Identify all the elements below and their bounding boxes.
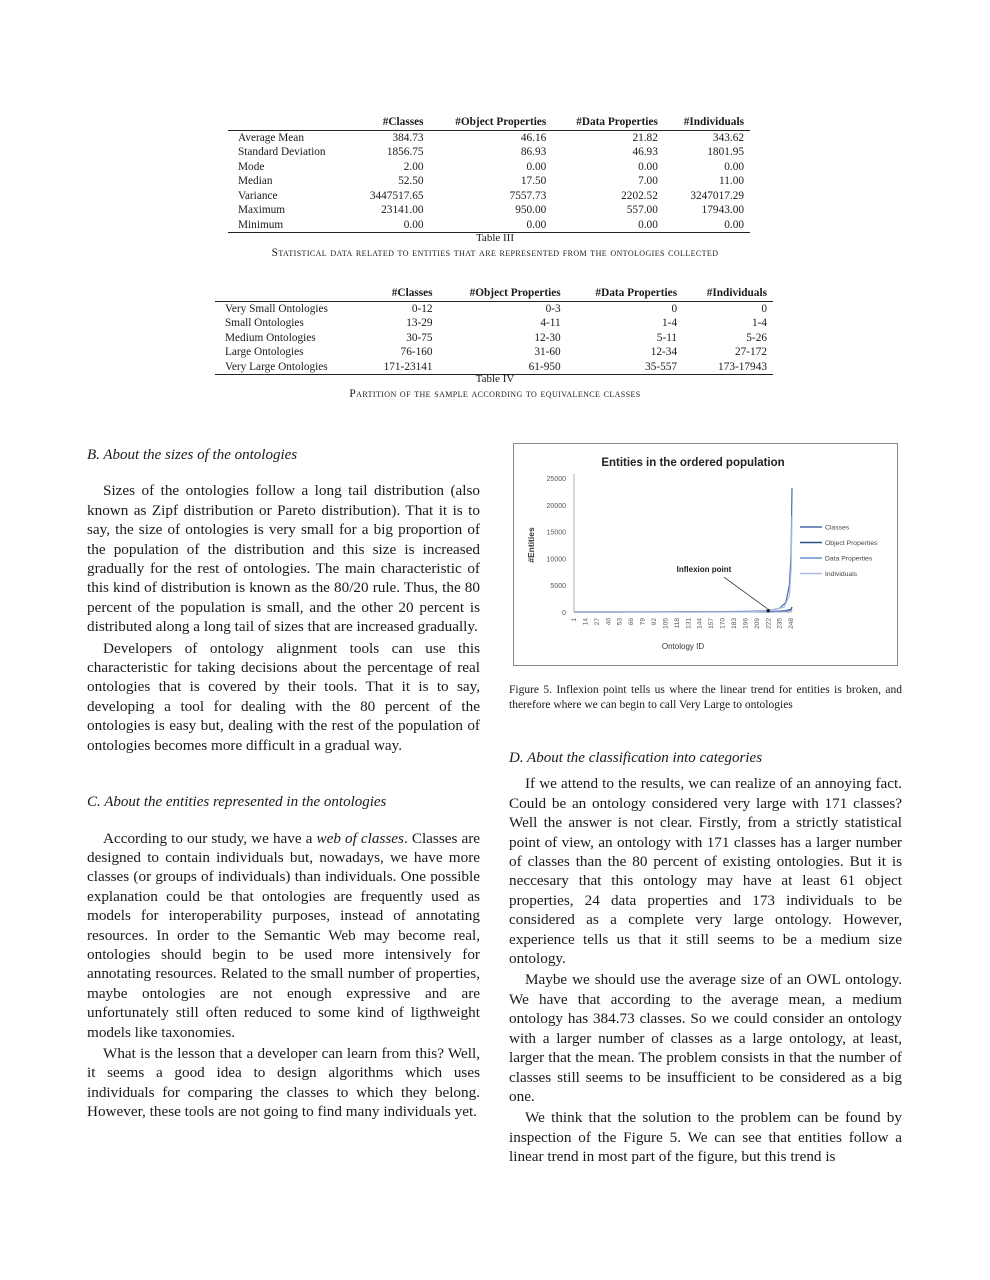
- legend-label: Classes: [825, 524, 850, 532]
- table-caption: Partition of the sample according to equivalence classes: [349, 388, 641, 400]
- table-cell: 5-26: [746, 331, 767, 344]
- row-label-cell: Large Ontologies: [225, 346, 304, 358]
- paragraph: If we attend to the results, we can realize of an annoying fact. Could be an ontology considered very large with 171 classes? Well the answer is not clear. Firstly, from a strictly statistical point of view, an ontology with 171 classes has a larger number of classes than the 80 percent of existing ontologies. But it is neccesary that this ontology may have at least 61 object properties, 24 data properties and 173 individuals to be considered as a complete very large ontology. However, experience tells us that it still seems to be a medium size ontology.: [509, 775, 902, 968]
- table-header: #Data Properties: [552, 115, 664, 130]
- table-cell: 11.00: [719, 175, 744, 187]
- table-header: #Data Properties: [567, 286, 683, 301]
- x-tick-label: 14: [582, 618, 590, 626]
- x-tick-label: 235: [776, 618, 784, 629]
- table-iv-body: [215, 301, 773, 375]
- text-run: According to our study, we have a: [103, 829, 317, 847]
- series-line: [574, 516, 792, 612]
- x-tick-label: 183: [730, 618, 738, 629]
- table-cell: 12-30: [534, 331, 561, 344]
- table-cell: 3447517.65: [369, 189, 424, 202]
- table-row: [228, 145, 750, 160]
- y-tick-label: 20000: [546, 502, 566, 510]
- table-row: [215, 345, 773, 360]
- row-label-cell: Medium Ontologies: [225, 331, 316, 344]
- table-iii-block: [228, 115, 750, 233]
- table-caption: Statistical data related to entities that are represented from the ontologies collected: [271, 247, 719, 259]
- table-cell: 17.50: [520, 175, 547, 187]
- x-tick-label: 209: [753, 618, 761, 629]
- table-cell: 17943.00: [701, 204, 744, 216]
- table-cell: 21.82: [632, 131, 658, 144]
- x-tick-label: 144: [696, 618, 704, 629]
- table-cell: 46.16: [520, 131, 547, 144]
- annotation-arrow: [724, 577, 767, 609]
- paragraph: Sizes of the ontologies follow a long tail distribution (also known as Zipf distribution or Pareto distribution). That it is to say, the size of ontologies is very small for a big proportion of the population of the distribution and this size is increased gradually for the rest of ontologies. The main characteristic of this kind of distribution is known as the 80/20 rule. Thus, the 80 percent of the population is small, and the other 20 percent is distributed along a long tail of sizes that are increased gradually.: [87, 482, 480, 636]
- table-header: #Classes: [351, 115, 429, 130]
- text-run: . Classes are designed to contain individuals but, nowadays, we have more classes (or groups of individuals) than individuals. One possible explanation could be that ontologies are frequently used as models for interoperability purposes, instead of annotating resources. In order to the Semantic Web may become real, ontologies should begin to be used more intensively for annotating resources. Related to the small number of properties, maybe ontologies are not enough expressive and are unfortunately still often reduced to some kind of ligthweight models like taxonomies.: [87, 829, 480, 1041]
- row-label-cell: Standard Deviation: [238, 146, 326, 158]
- table-cell: 173-17943: [683, 360, 773, 375]
- table-cell: 0.00: [724, 160, 744, 173]
- table-cell: 31-60: [534, 346, 561, 358]
- paragraph: What is the lesson that a developer can learn from this? Well, it seems a good idea to design algorithms which uses individuals for comparing the classes to which they belong. However, these tools are not going to find many individuals yet.: [87, 1044, 480, 1121]
- emphasis-text: web of classes: [316, 829, 404, 847]
- table-cell: 0.00: [526, 160, 547, 173]
- table-cell: 1856.75: [386, 146, 424, 158]
- table-cell: 35-557: [567, 360, 683, 375]
- series-line: [574, 488, 792, 612]
- legend-label: Object Properties: [825, 540, 878, 547]
- table-label: Table III: [475, 232, 514, 244]
- table-header: #Individuals: [664, 115, 750, 130]
- table-cell: 46.93: [632, 146, 658, 158]
- table-row: [228, 174, 750, 189]
- table-header: [228, 115, 351, 130]
- row-label-cell: Median: [238, 175, 273, 187]
- table-cell: 1-4: [662, 317, 678, 329]
- x-tick-label: 118: [673, 618, 681, 629]
- paragraph: Maybe we should use the average size of an OWL ontology. We have that according to the average mean, a medium ontology has 384.73 classes. So we could consider an ontology with a larger number of classes as a large ontology, at least, larger that the mean. The problem consists in that the number of classes still seems to be insufficient to be considered as a big one.: [509, 971, 902, 1105]
- table-header: [215, 286, 363, 301]
- table-cell: 86.93: [520, 146, 547, 158]
- x-tick-label: 170: [719, 618, 727, 629]
- table-iii-body: [228, 130, 750, 233]
- table-cell: 0: [671, 302, 678, 315]
- table-row: [215, 301, 773, 316]
- table-cell: 2202.52: [621, 189, 658, 202]
- x-tick-label: 105: [662, 618, 670, 629]
- table-cell: 384.73: [392, 131, 424, 144]
- inflexion-point-marker: [766, 609, 770, 613]
- line-chart: [514, 444, 897, 665]
- paragraph: We think that the solution to the problem can be found by inspection of the Figure 5. We can see that entities follow a linear trend in most part of the figure, but this trend is: [509, 1109, 902, 1166]
- x-tick-label: 196: [742, 618, 750, 629]
- table-header: #Classes: [363, 286, 439, 301]
- table-cell: 23141.00: [381, 204, 424, 216]
- x-tick-label: 222: [765, 618, 773, 629]
- table-header-row: [215, 286, 773, 301]
- table-iv-block: [215, 286, 773, 375]
- row-label-cell: Variance: [238, 189, 278, 202]
- table-cell: 950.00: [515, 204, 547, 216]
- x-tick-label: 40: [605, 618, 613, 626]
- x-tick-label: 1: [571, 618, 578, 622]
- y-tick-label: 25000: [546, 476, 566, 483]
- table-cell: 2.00: [403, 160, 424, 173]
- table-row: [228, 189, 750, 204]
- table-cell: 0-3: [545, 302, 561, 315]
- table-cell: 0-12: [411, 302, 433, 315]
- table-cell: 0.00: [430, 218, 553, 233]
- row-label-cell: Average Mean: [238, 131, 304, 144]
- table-cell: 171-23141: [363, 360, 439, 375]
- table-cell: 7557.73: [509, 189, 547, 202]
- figure-5-caption: Figure 5. Inflexion point tells us where the linear trend for entities is broken, and therefore where we can begin to call Very Large to ontologies: [509, 684, 902, 711]
- table-cell: 3247017.29: [690, 189, 744, 202]
- section-heading: D. About the classification into categories: [509, 750, 763, 766]
- table-cell: 30-75: [406, 331, 433, 344]
- table-cell: 52.50: [398, 175, 424, 187]
- x-tick-label: 66: [628, 618, 636, 626]
- table-iii-caption-block: [140, 231, 850, 260]
- table-row: [228, 130, 750, 145]
- table-cell: 1-4: [751, 317, 767, 329]
- x-tick-label: 248: [788, 618, 796, 629]
- table-cell: 1801.95: [707, 146, 744, 158]
- table-row: [228, 160, 750, 175]
- section-heading: C. About the entities represented in the ontologies: [87, 794, 387, 811]
- table-cell: 12-34: [650, 346, 678, 358]
- table-iv-caption-block: [140, 372, 850, 401]
- table-cell: 557.00: [626, 204, 658, 216]
- right-column: [509, 749, 902, 1167]
- chart-title: Entities in the ordered population: [601, 457, 785, 469]
- legend-label: Individuals: [825, 571, 858, 578]
- y-tick-label: 10000: [546, 556, 566, 564]
- table-row: [215, 331, 773, 346]
- table-cell: 5-11: [656, 331, 678, 344]
- table-iv: [215, 286, 773, 375]
- table-header: #Object Properties: [439, 286, 567, 301]
- table-iii: [228, 115, 750, 233]
- row-label-cell: Very Large Ontologies: [215, 360, 363, 375]
- table-cell: 4-11: [540, 317, 561, 329]
- table-cell: 61-950: [439, 360, 567, 375]
- table-header-row: [228, 115, 750, 130]
- table-cell: 0: [761, 302, 767, 315]
- table-cell: 76-160: [400, 346, 433, 358]
- x-tick-label: 27: [593, 618, 601, 626]
- table-row: [228, 203, 750, 218]
- x-axis-label: Ontology ID: [661, 642, 705, 651]
- table-cell: 7.00: [638, 175, 658, 187]
- table-cell: 343.62: [712, 131, 744, 144]
- y-tick-label: 5000: [550, 583, 566, 591]
- row-label-cell: Minimum: [228, 218, 351, 233]
- section-heading: B. About the sizes of the ontologies: [87, 447, 298, 463]
- y-tick-label: 0: [562, 610, 566, 617]
- y-axis-label: #Entities: [526, 527, 536, 563]
- row-label-cell: Small Ontologies: [225, 317, 304, 329]
- left-column: [87, 446, 480, 1122]
- table-header: #Object Properties: [430, 115, 553, 130]
- paragraph: Developers of ontology alignment tools can use this characteristic for taking decisions about the percentage of real ontologies that is covered by their tools. That it is to say, developing a tool for dealing with the 80 percent of the ontologies is easy but, dealing with the rest of the population of ontologies becomes more difficult in a gradual way.: [87, 639, 480, 754]
- table-cell: 27-172: [734, 346, 767, 358]
- paragraph: [87, 829, 480, 1042]
- x-tick-label: 131: [685, 618, 693, 629]
- table-cell: 0.00: [638, 160, 658, 173]
- row-label-cell: Maximum: [238, 204, 286, 216]
- x-tick-label: 79: [639, 618, 647, 626]
- row-label-cell: Very Small Ontologies: [225, 302, 328, 315]
- row-label-cell: Mode: [238, 160, 265, 173]
- legend-label: Data Properties: [825, 555, 873, 563]
- x-tick-label: 157: [708, 618, 716, 629]
- table-header: #Individuals: [683, 286, 773, 301]
- x-tick-label: 53: [616, 618, 624, 626]
- annotation-label: Inflexion point: [676, 565, 732, 575]
- x-tick-label: 92: [650, 618, 658, 626]
- y-tick-label: 15000: [546, 529, 566, 537]
- figure-5-box: [513, 443, 898, 666]
- table-cell: 0.00: [664, 218, 750, 233]
- table-cell: 13-29: [406, 317, 433, 329]
- table-label: Table IV: [475, 373, 515, 385]
- table-cell: 0.00: [351, 218, 429, 233]
- table-row: [215, 316, 773, 331]
- table-cell: 0.00: [552, 218, 664, 233]
